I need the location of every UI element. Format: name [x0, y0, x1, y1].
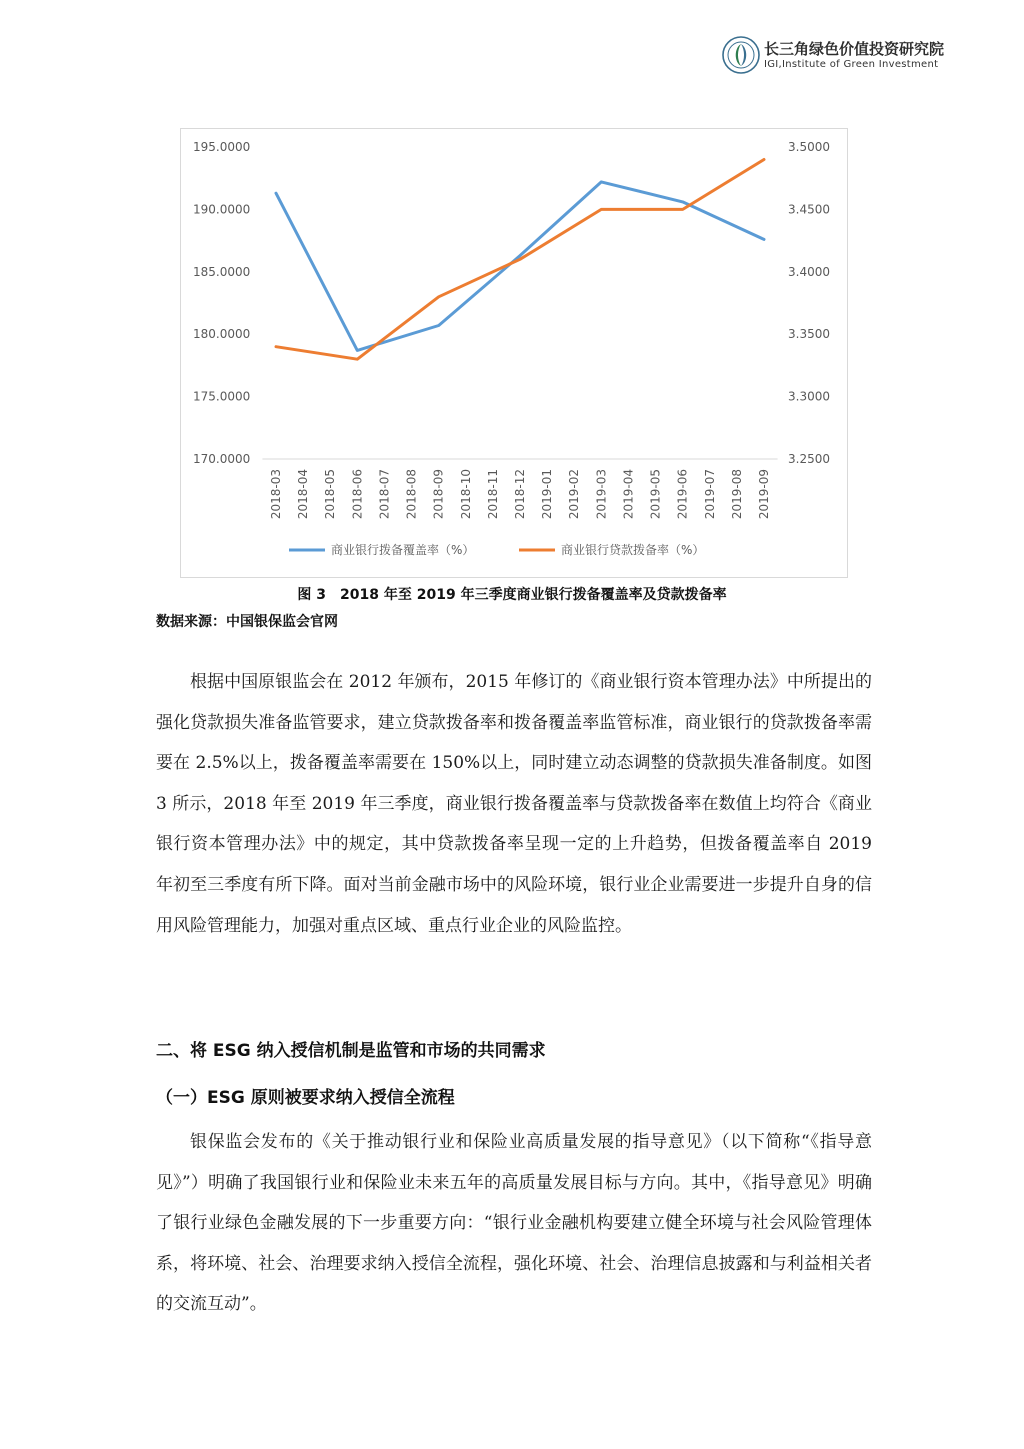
x-tick-label: 2019-08 — [729, 469, 744, 520]
x-tick-label: 2019-06 — [675, 469, 690, 520]
x-tick-label: 2018-12 — [513, 469, 527, 520]
x-tick-label: 2018-07 — [377, 469, 392, 520]
x-tick-label: 2019-03 — [594, 469, 609, 520]
section-heading: 二、将 ESG 纳入授信机制是监管和市场的共同需求 — [156, 1041, 546, 1061]
series-line-1 — [276, 182, 764, 351]
data-source: 数据来源：中国银保监会官网 — [156, 614, 338, 630]
y-left-tick-label: 185.0000 — [193, 264, 251, 279]
x-tick-label: 2019-04 — [621, 469, 636, 520]
figure-caption: 图 3 2018 年至 2019 年三季度商业银行拨备覆盖率及贷款拨备率 — [297, 587, 727, 603]
org-name-cn: 长三角绿色价值投资研究院 — [764, 40, 945, 58]
x-tick-label: 2018-09 — [431, 469, 446, 520]
org-name-en: IGI,Institute of Green Investment — [764, 59, 939, 70]
x-tick-label: 2018-03 — [269, 469, 283, 520]
y-left-tick-label: 170.0000 — [193, 452, 251, 466]
x-tick-label: 2019-07 — [702, 469, 717, 520]
y-left-tick-label: 195.0000 — [193, 140, 251, 154]
x-tick-label: 2018-06 — [350, 469, 365, 520]
x-tick-label: 2019-05 — [648, 469, 663, 520]
institute-logo-icon — [722, 36, 760, 74]
y-right-tick-label: 3.5000 — [788, 140, 830, 154]
legend-label-2: 商业银行贷款拨备率（%） — [561, 543, 705, 557]
y-right-tick-label: 3.3500 — [788, 327, 830, 342]
y-right-tick-label: 3.4500 — [788, 202, 830, 217]
body-paragraph-2: 银保监会发布的《关于推动银行业和保险业高质量发展的指导意见》（以下简称“《指导意见》”）明确了我国银行业和保险业未来五年的高质量发展目标与方向。其中，《指导意见》明确了银行业绿色金融发展的下一步重要方向：“银行业金融机构要建立健全环境与社会风险管理体系，将环境、社会、治理要求纳入授信全流程，强化环境、社会、治理信息披露和与利益相关者的交流互动”。 — [156, 1132, 872, 1315]
line-chart — [181, 129, 847, 577]
x-tick-label: 2018-08 — [404, 469, 419, 520]
x-tick-label: 2019-02 — [567, 469, 582, 520]
y-left-tick-label: 180.0000 — [193, 327, 251, 342]
y-right-tick-label: 3.4000 — [788, 264, 830, 279]
y-left-tick-label: 190.0000 — [193, 202, 251, 217]
x-tick-label: 2018-11 — [485, 469, 500, 520]
x-tick-label: 2019-09 — [757, 469, 771, 520]
legend-label-1: 商业银行拨备覆盖率（%） — [331, 543, 475, 557]
x-tick-label: 2018-10 — [458, 469, 473, 520]
y-right-tick-label: 3.2500 — [788, 452, 830, 466]
x-tick-label: 2018-05 — [323, 469, 338, 520]
body-paragraph-1: 根据中国原银监会在 2012 年颁布，2015 年修订的《商业银行资本管理办法》中所提出的强化贷款损失准备监管要求，建立贷款拨备率和拨备覆盖率监管标准，商业银行的贷款拨备率需要在 2.5%以上，拨备覆盖率需要在 150%以上，同时建立动态调整的贷款损失准备制度。如图 3 所示，2018 年至 2019 年三季度，商业银行拨备覆盖率与贷款拨备率在数值上均符合《商业银行资本管理办法》中的规定，其中贷款拨备率呈现一定的上升趋势，但拨备覆盖率自 2019 年初至三季度有所下降。面对当前金融市场中的风险环境，银行业企业需要进一步提升自身的信用风险管理能力，加强对重点区域、重点行业企业的风险监控。 — [156, 672, 872, 936]
chart-container — [180, 128, 848, 578]
y-left-tick-label: 175.0000 — [193, 389, 251, 404]
page-header — [722, 34, 982, 78]
y-right-tick-label: 3.3000 — [788, 389, 830, 404]
x-tick-label: 2018-04 — [296, 469, 311, 520]
subsection-heading: （一）ESG 原则被要求纳入授信全流程 — [156, 1088, 455, 1108]
series-line-2 — [276, 160, 764, 360]
x-tick-label: 2019-01 — [540, 469, 555, 520]
